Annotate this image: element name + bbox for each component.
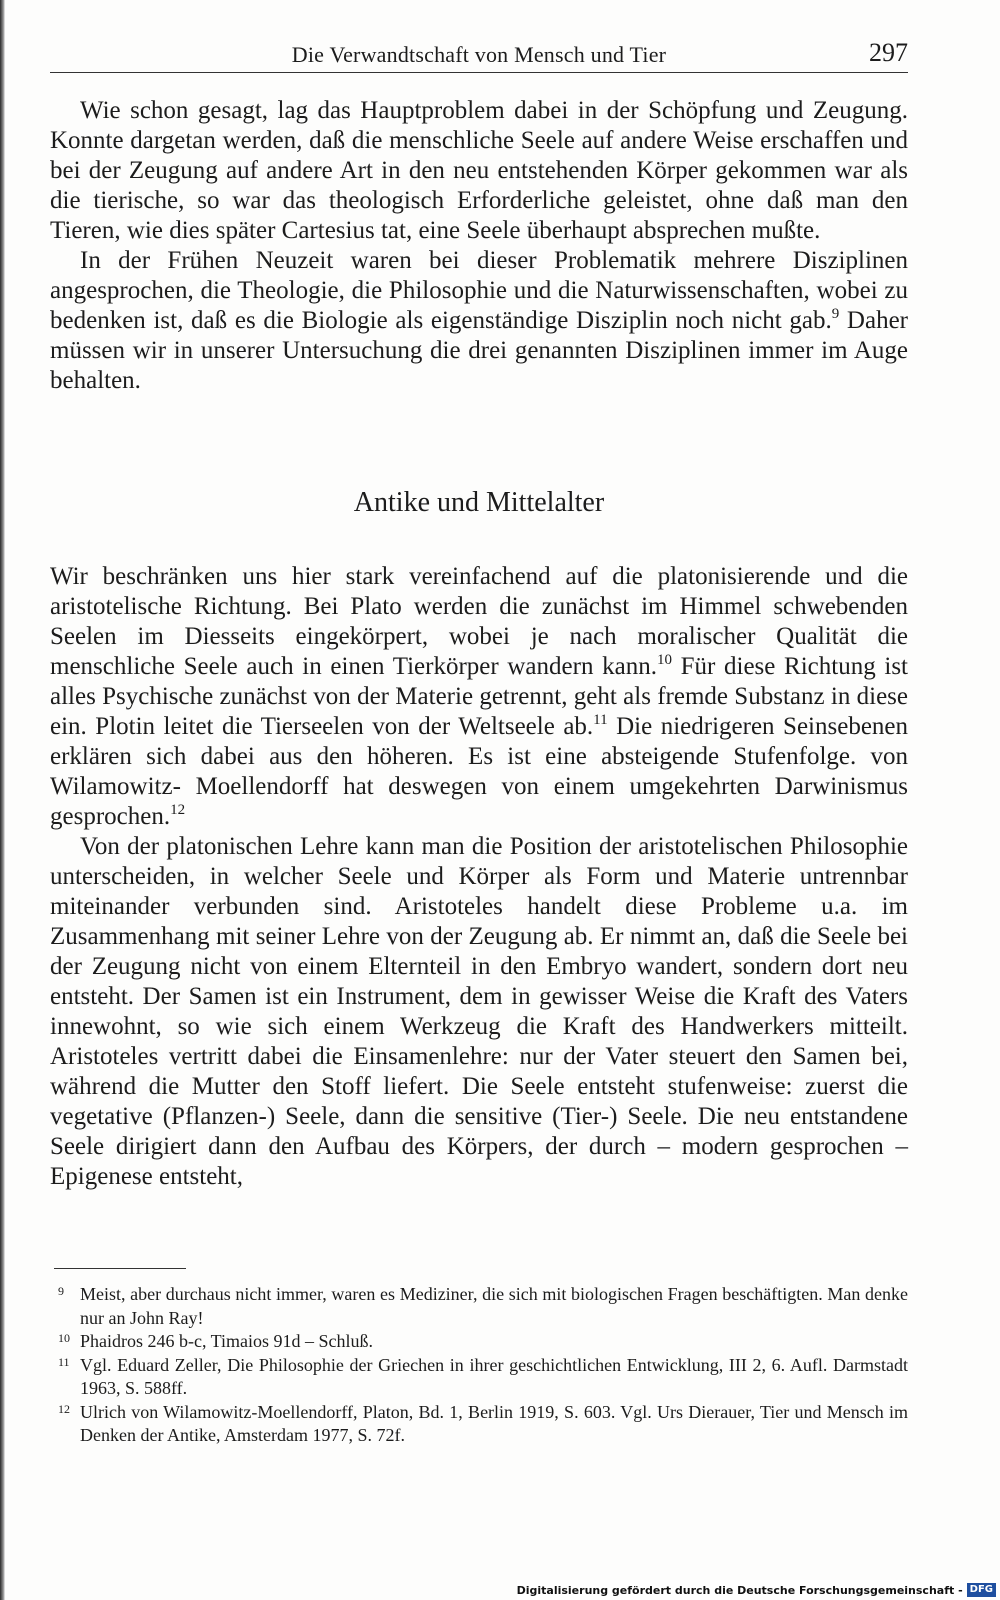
section-heading: Antike und Mittelalter — [353, 487, 605, 518]
footnote-divider — [54, 1268, 186, 1269]
footnote-reference: 10 — [656, 652, 672, 668]
footnotes — [58, 1283, 908, 1448]
footnote-text: Vgl. Eduard Zeller, Die Philosophie der Griechen in ihrer geschichtlichen Entwicklung, III 2, 6. Aufl. Darmstadt 1963, S. 588ff. — [80, 1354, 908, 1398]
paragraph — [50, 832, 908, 1192]
footnote — [58, 1330, 908, 1354]
footnote-text: Meist, aber durchaus nicht immer, waren es Mediziner, die sich mit biologischen Fragen beschäftigten. Man denke nur an John Ray! — [80, 1284, 908, 1328]
footnote-reference: 9 — [831, 306, 840, 322]
section-text — [50, 562, 908, 1192]
digitization-credit — [517, 1580, 1000, 1600]
book-spine-shadow — [0, 0, 5, 1600]
paragraph-text: Für diese Richtung ist alles Psychische zunächst von der Materie getrennt, geht als fremde Substanz in diese ein. Plotin leitet die Tierseelen von der Weltseele ab. — [50, 653, 908, 740]
footnote-text: Phaidros 246 b-c, Timaios 91d – Schluß. — [80, 1331, 374, 1351]
footnote-number: 9 — [58, 1284, 64, 1298]
page-number: 297 — [869, 38, 908, 67]
footnote-reference: 11 — [593, 712, 608, 728]
paragraph-text: In der Frühen Neuzeit waren bei dieser Problematik mehrere Disziplinen angesprochen, die Theologie, die Philosophie und die Naturwissenschaften, wobei zu bedenken ist, daß es die Biologie als eigenständige Disziplin noch nicht gab. — [50, 247, 908, 334]
paragraph-text: Von der platonischen Lehre kann man die Position der aristotelischen Philosophie unterscheiden, in welcher Seele und Körper als Form und Materie untrennbar miteinander verbunden sind. Aristoteles handelt diese Probleme u.a. im Zusammenhang mit seiner Lehre von der Zeugung ab. Er nimmt an, daß die Seele bei der Zeugung nicht von einem Elternteil in den Embryo wandert, sondern dort neu entsteht. Der Samen ist ein Instrument, dem in gewisser Weise die Kraft des Vaters innewohnt, so wie sich einem Werkzeug die Kraft des Handwerkers mitteilt. Aristoteles vertritt dabei die Einsamenlehre: nur der Vater steuert den Samen bei, während die Mutter den Stoff liefert. Die Seele entsteht stufenweise: zuerst die vegetative (Pflanzen-) Seele, dann die sensitive (Tier-) Seele. Die neu entstandene Seele dirigiert dann den Aufbau des Körpers, der durch – modern gesprochen – Epigenese entsteht, — [50, 833, 908, 1190]
intro-text — [50, 96, 908, 396]
footnote-text: Ulrich von Wilamowitz-Moellendorff, Platon, Bd. 1, Berlin 1919, S. 603. Vgl. Urs Dierauer, Tier und Mensch im Denken der Antike, Amsterdam 1977, S. 72f. — [80, 1401, 908, 1445]
footnote-reference: 12 — [170, 802, 186, 818]
footnote — [58, 1354, 908, 1401]
footnote-number: 12 — [58, 1401, 70, 1416]
running-head — [50, 38, 908, 73]
paragraph — [50, 96, 908, 246]
paragraph-text: Die niedrigeren Seinsebenen erklären sich dabei aus den höheren. Es ist eine absteigende Stufenfolge. von Wilamowitz- Moellendorff hat deswegen von einem umgekehrten Darwinismus gesprochen. — [50, 713, 909, 830]
dfg-logo: DFG — [967, 1583, 996, 1597]
paragraph-text: Wie schon gesagt, lag das Hauptproblem dabei in der Schöpfung und Zeugung. Konnte dargetan werden, daß die menschliche Seele auf andere Weise erschaffen und bei der Zeugung auf andere Art in den neu entstehenden Körper gekommen war als die tierische, so war das theologisch Erforderliche geleistet, ohne daß man den Tieren, wie dies später Cartesius tat, eine Seele überhaupt absprechen mußte. — [50, 97, 908, 244]
paragraph-text: Wir beschränken uns hier stark vereinfachend auf die platonisierende und die aristotelische Richtung. Bei Plato werden die zunächst im Himmel schwebenden Seelen im Diesseits eingekörpert, wobei je nach moralischer Qualität die menschliche Seele auch in einen Tierkörper wandern kann. — [50, 563, 908, 680]
footnote-number: 11 — [58, 1354, 70, 1369]
footnote-number: 10 — [58, 1331, 70, 1345]
running-title: Die Verwandtschaft von Mensch und Tier — [291, 42, 667, 67]
paragraph — [50, 246, 908, 396]
footnote — [58, 1401, 908, 1448]
credit-text: Digitalisierung gefördert durch die Deutsche Forschungsgemeinschaft - — [516, 1583, 963, 1597]
paragraph — [50, 562, 908, 832]
footnote — [58, 1283, 908, 1330]
paragraph-text: Daher müssen wir in unserer Untersuchung die drei genannten Disziplinen immer im Auge behalten. — [50, 307, 909, 394]
